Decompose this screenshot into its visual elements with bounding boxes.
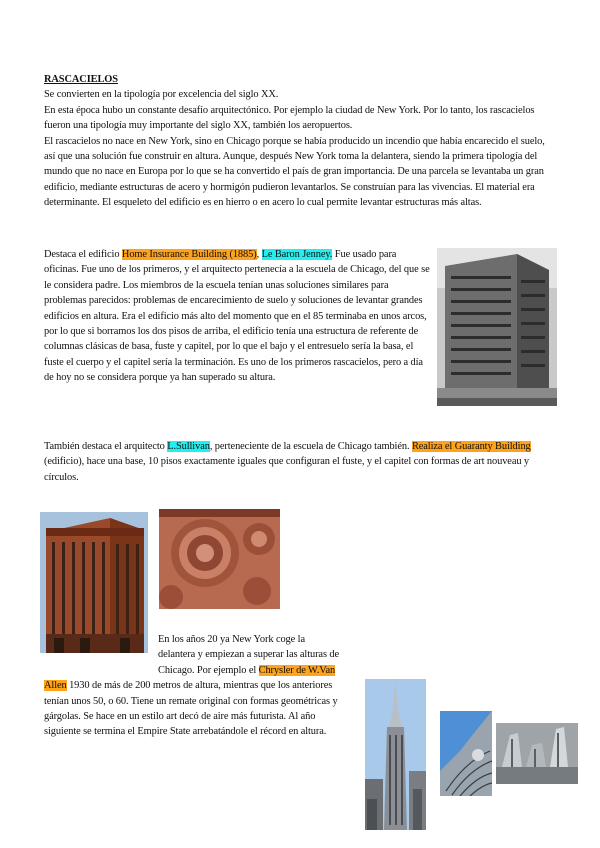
highlight-guaranty-building: Realiza el Guaranty Building [411,441,531,452]
empire-state-image [496,723,578,784]
intro-paragraph-2: En esta época hubo un constante desafío arquitectónico. Por ejemplo la ciudad de New York. Por lo tanto, los rascacielos fueron una tipología muy importante del siglo XX, también los aeropuertos. [44,104,535,132]
highlight-home-insurance: Home Insurance Building (1885) [121,249,257,260]
intro-section [44,72,556,211]
intro-paragraph-3: El rascacielos no nace en New York, sino en Chicago porque se había producido un incendio que había encarecido el suelo, así que una solución fue construir en altura. Aunque, después New York toma la delantera, siendo la primera tipología del mundo que no nace en Europa por lo que se ha convertido el país de gran importancia. De una parcela se levantaba un gran edificio, mediante estructuras de acero y hormigón pudieron levantarlos. Se construían para las vivencias. El material era determinante. El esqueleto del edificio es en hierro o en acero lo cual permite levantar estructuras más altas. [44,135,545,209]
sullivan-paragraph: También destaca el arquitecto L.Sullivan, perteneciente de la escuela de Chicago también. Realiza el Guaranty Building (edificio), hace una base, 10 pisos exactamente iguales que configuran el fuste, y el capitel con formas de art nouveau y círculos. [44,441,531,483]
page-title: RASCACIELOS [44,74,118,85]
home-insurance-building-image [437,248,557,406]
chrysler-spire-detail-image [440,711,492,796]
guaranty-ornament-image [159,509,280,609]
intro-line-1: Se convierten en la tipología por excelencia del siglo XX. [44,89,279,101]
wrap-spacer-left [44,632,158,664]
highlight-le-baron-jenney: Le Baron Jenney. [261,249,333,260]
chrysler-building-image [365,679,426,830]
home-insurance-paragraph: Destaca el edificio Home Insurance Building (1885), Le Baron Jenney. Fue usado para oficinas. Fue uno de los primeros, y el arquitecto pertenecía a la escuela de Chicago, del que se le considera padre. Los miembros de la escuela tenían unas soluciones similares para problemas parecidos: problemas de encarecimiento de suelo y soluciones de levantar grandes edificios en altura. Era el edificio más alto del momento que en el 85 terminaba en unos arcos, por lo que si borramos los dos pisos de arriba, el edificio tenía una estructura de referente de columnas clásicas de basa, fuste y capitel, por lo que el bajo y el entresuelo sería la basa, el fuste el cuerpo y el capitel sería la terminación. Es uno de los primeros rascacielos, pero a día de hoy no se considera porque ya han superado su altura. [44,249,430,384]
highlight-sullivan: L.Sullivan [167,441,210,452]
highlight-chrysler: Chrysler de W.Van Allen [44,664,336,692]
chrysler-paragraph: En los años 20 ya New York coge la delantera y empiezan a superar las alturas de Chicago. Por ejemplo el Chrysler de W.Van Allen 1930 de más de 200 metros de altura, mientras que los anteriores tenían unos 50, o 60. Tiene un remate original con formas geométricas y gárgolas. Se hace en un estilo art decó de aire más futurista. Al año siguiente se termina el Empire State arrebatándole el récord en altura. [44,632,556,837]
